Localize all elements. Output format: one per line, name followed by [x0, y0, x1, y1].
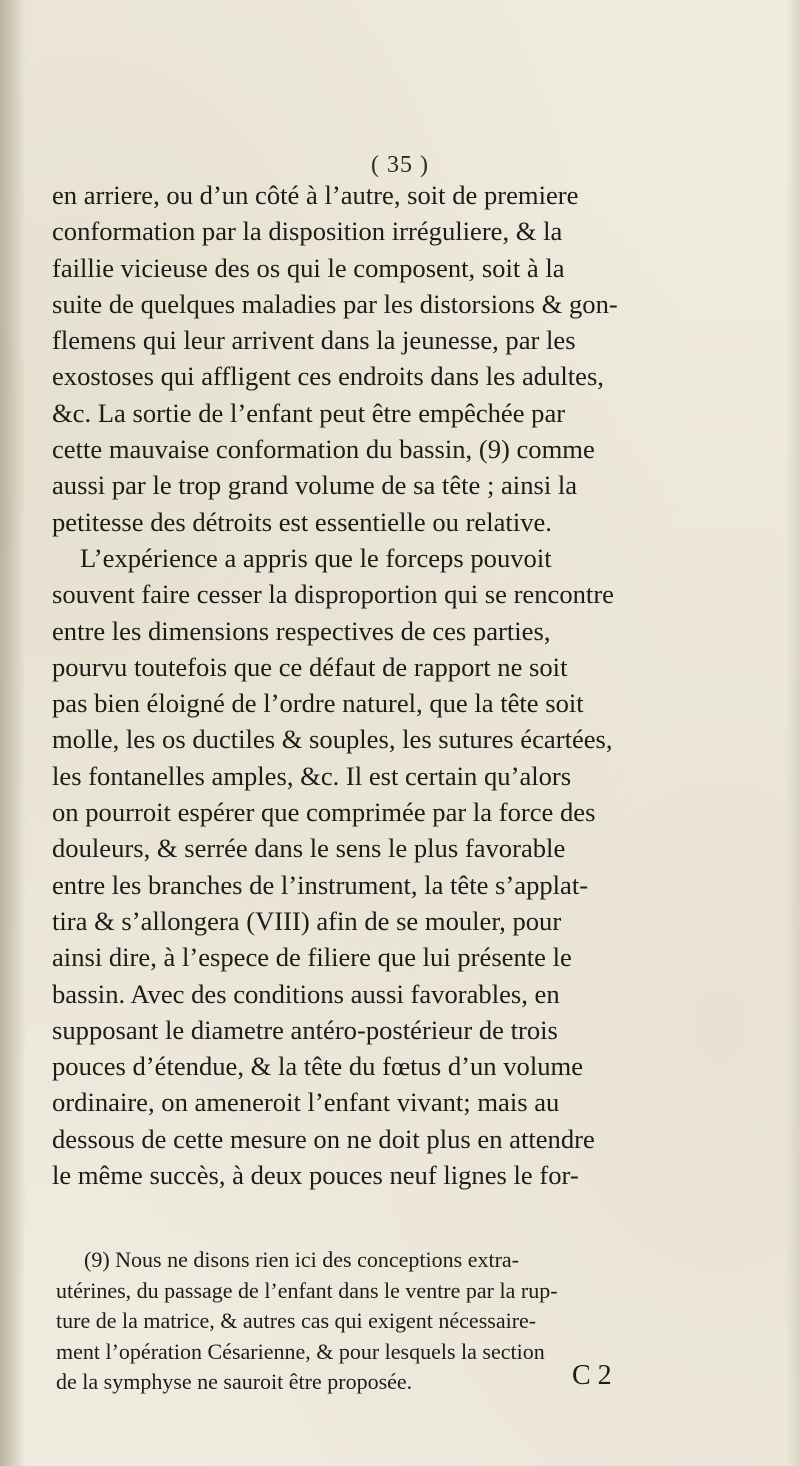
- page-number: ( 35 ): [371, 152, 429, 178]
- text-line: douleurs, & serrée dans le sens le plus favorable: [52, 833, 566, 864]
- text-line: L’expérience a appris que le forceps pouvoit: [80, 542, 552, 573]
- text-line: ainsi dire, à l’espece de filiere que lui présente le: [52, 942, 572, 973]
- signature-mark: C 2: [572, 1360, 612, 1391]
- text-line: ordinaire, on ameneroit l’enfant vivant; mais au: [52, 1087, 560, 1118]
- page-edge: [786, 0, 800, 1466]
- footnote-line: de la symphyse ne sauroit être proposée.: [56, 1369, 413, 1394]
- text-line: en arriere, ou d’un côté à l’autre, soit de premiere: [52, 180, 579, 210]
- text-line: conformation par la disposition irréguliere, & la: [52, 216, 563, 247]
- binding-shadow: [0, 0, 26, 1466]
- text-line: exostoses qui affligent ces endroits dans les adultes,: [52, 361, 604, 392]
- text-line: molle, les os ductiles & souples, les sutures écartées,: [52, 724, 613, 755]
- text-line: supposant le diametre antéro-postérieur de trois: [52, 1014, 558, 1045]
- text-line: faillie vicieuse des os qui le composent, soit à la: [52, 252, 565, 283]
- footnote-line: ture de la matrice, & autres cas qui exigent nécessaire-: [56, 1308, 537, 1333]
- text-line: aussi par le trop grand volume de sa tête ; ainsi la: [52, 470, 578, 501]
- text-line: pourvu toutefois que ce défaut de rapport ne soit: [52, 651, 568, 682]
- text-line: entre les dimensions respectives de ces parties,: [52, 615, 551, 646]
- text-line: souvent faire cesser la disproportion qui se rencontre: [52, 579, 614, 610]
- text-line: bassin. Avec des conditions aussi favorables, en: [52, 978, 560, 1009]
- text-line: pouces d’étendue, & la tête du fœtus d’un volume: [52, 1051, 583, 1082]
- footnote-line: utérines, du passage de l’enfant dans le ventre par la rup-: [56, 1277, 558, 1303]
- text-line: entre les branches de l’instrument, la tête s’applat-: [52, 869, 589, 900]
- text-line: &c. La sortie de l’enfant peut être empêchée par: [52, 397, 566, 428]
- footnote-line: ment l’opération Césarienne, & pour lesquels la section: [56, 1338, 545, 1364]
- text-line: les fontanelles amples, &c. Il est certain qu’alors: [52, 760, 572, 791]
- text-line: cette mauvaise conformation du bassin, (9) comme: [52, 434, 595, 465]
- footnote: [56, 1245, 756, 1398]
- text-line: flemens qui leur arrivent dans la jeunesse, par les: [52, 325, 576, 356]
- text-line: pas bien éloigné de l’ordre naturel, que la tête soit: [52, 688, 584, 719]
- text-line: suite de quelques maladies par les distorsions & gon-: [52, 288, 618, 319]
- text-line: petitesse des détroits est essentielle ou relative.: [52, 506, 552, 537]
- footnote-line: (9) Nous ne disons rien ici des conceptions extra-: [84, 1247, 519, 1272]
- main-text: [52, 177, 752, 1193]
- text-line: le même succès, à deux pouces neuf lignes le for-: [52, 1160, 579, 1191]
- text-line: tira & s’allongera (VIII) afin de se mouler, pour: [52, 905, 562, 936]
- text-line: dessous de cette mesure on ne doit plus en attendre: [52, 1123, 595, 1154]
- text-line: on pourroit espérer que comprimée par la force des: [52, 797, 596, 828]
